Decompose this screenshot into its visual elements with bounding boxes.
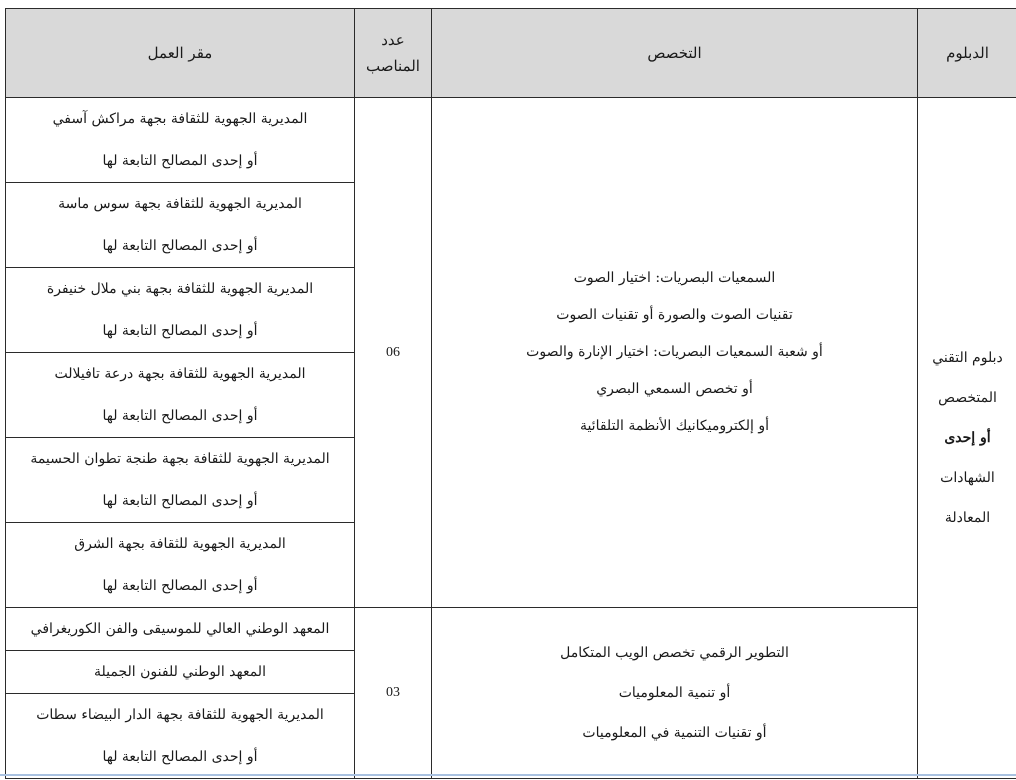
header-diploma: الدبلوم — [918, 9, 1016, 98]
count-cell-group1: 06 — [355, 98, 432, 608]
workplace-cell — [6, 694, 355, 779]
diploma-cell — [918, 98, 1016, 779]
workplace-cell — [6, 183, 355, 268]
header-count-line1: عدد — [381, 31, 405, 49]
workplace-line: المديرية الجهوية للثقافة بجهة الدار البيضاء سطات — [36, 707, 324, 723]
workplace-cell — [6, 353, 355, 438]
workplace-line: أو إحدى المصالح التابعة لها — [102, 238, 258, 254]
table-row — [6, 98, 1016, 183]
workplace-line: المعهد الوطني للفنون الجميلة — [94, 664, 266, 680]
workplace-line: أو إحدى المصالح التابعة لها — [102, 493, 258, 509]
workplace-cell — [6, 438, 355, 523]
specialty-line: أو تقنيات التنمية في المعلوميات — [582, 725, 767, 741]
specialty-cell-group2 — [432, 608, 918, 779]
workplace-line: المديرية الجهوية للثقافة بجهة مراكش آسفي — [52, 111, 308, 127]
header-count-line2: المناصب — [366, 57, 420, 75]
workplace-cell — [6, 98, 355, 183]
workplace-line: أو إحدى المصالح التابعة لها — [102, 408, 258, 424]
specialty-cell-group1 — [432, 98, 918, 608]
workplace-cell — [6, 268, 355, 353]
workplace-line: أو إحدى المصالح التابعة لها — [102, 323, 258, 339]
diploma-line: أو إحدى — [944, 430, 991, 446]
workplace-cell — [6, 523, 355, 608]
workplace-line: أو إحدى المصالح التابعة لها — [102, 749, 258, 765]
diploma-line: الشهادات — [940, 470, 995, 486]
header-specialty: التخصص — [432, 9, 918, 98]
specialty-line: أو شعبة السمعيات البصريات: اختيار الإنارة والصوت — [526, 344, 823, 360]
diploma-line: المعادلة — [944, 510, 991, 526]
workplace-line: أو إحدى المصالح التابعة لها — [102, 153, 258, 169]
specialty-line: أو تنمية المعلوميات — [618, 685, 731, 701]
workplace-line: المديرية الجهوية للثقافة بجهة درعة تافيلالت — [54, 366, 306, 382]
specialty-line: السمعيات البصريات: اختيار الصوت — [573, 270, 776, 286]
workplace-line: المعهد الوطني العالي للموسيقى والفن الكوريغرافي — [30, 621, 330, 637]
table-row — [6, 608, 1016, 651]
cropped-top-area — [0, 0, 1016, 8]
workplace-line: المديرية الجهوية للثقافة بجهة سوس ماسة — [58, 196, 302, 212]
header-count — [355, 9, 432, 98]
specialty-line: تقنيات الصوت والصورة أو تقنيات الصوت — [556, 307, 793, 323]
positions-table — [5, 8, 1016, 779]
specialty-line: أو تخصص السمعي البصري — [596, 381, 753, 397]
workplace-line: المديرية الجهوية للثقافة بجهة طنجة تطوان الحسيمة — [30, 451, 330, 467]
count-cell-group2: 03 — [355, 608, 432, 779]
diploma-line: دبلوم التقني — [932, 350, 1003, 366]
workplace-cell — [6, 608, 355, 651]
diploma-line: المتخصص — [938, 390, 997, 406]
table-header-row — [6, 9, 1016, 98]
workplace-cell — [6, 651, 355, 694]
page-bottom-rule — [0, 774, 1016, 776]
header-workplace: مقر العمل — [6, 9, 355, 98]
specialty-line: التطوير الرقمي تخصص الويب المتكامل — [560, 645, 789, 661]
specialty-line: أو إلكتروميكانيك الأنظمة التلقائية — [579, 418, 770, 434]
workplace-line: المديرية الجهوية للثقافة بجهة الشرق — [74, 536, 286, 552]
workplace-line: المديرية الجهوية للثقافة بجهة بني ملال خنيفرة — [46, 281, 314, 297]
workplace-line: أو إحدى المصالح التابعة لها — [102, 578, 258, 594]
